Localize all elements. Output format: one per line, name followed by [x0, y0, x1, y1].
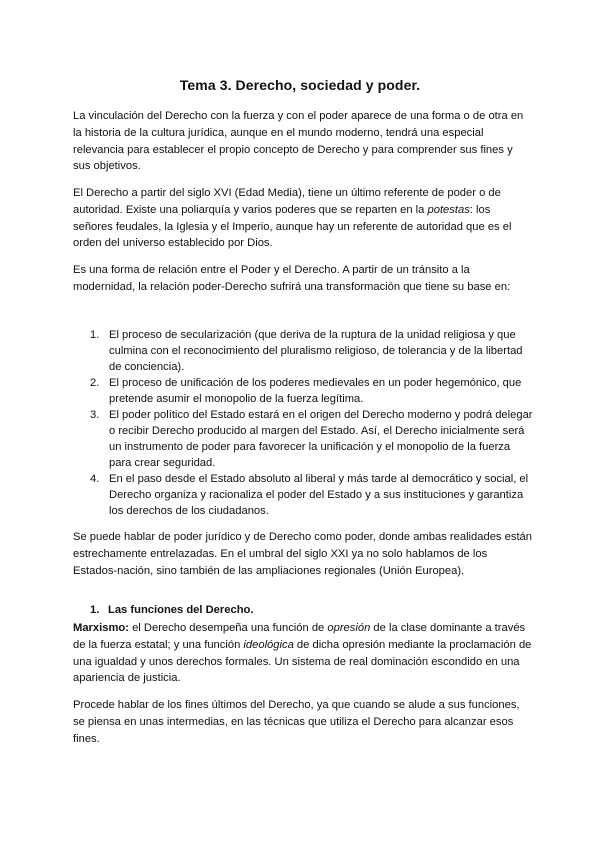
- medieval-paragraph: [73, 185, 533, 252]
- list-item-number: 1.: [90, 329, 100, 341]
- section-title: Las funciones del Derecho.: [108, 604, 254, 616]
- marxism-label: Marxismo:: [73, 622, 129, 634]
- medieval-text-a: El Derecho a partir del siglo XVI (Edad Media), tiene un último referente de poder o de autoridad. Existe una poliarquía y varios poderes que se reparten en la: [73, 187, 501, 216]
- power-paragraph: Se puede hablar de poder jurídico y de Derecho como poder, donde ambas realidades están estrechamente entrelazadas. En el umbral del siglo XXI ya no solo hablamos de los Estados-nación, sino también de las ampliaciones regionales (Unión Europea).: [73, 531, 532, 577]
- medieval-text-b: : los señores feudales, la Iglesia y el Imperio, aunque hay un referente de autoridad que es el orden del universo establecido por Dios.: [73, 203, 512, 250]
- list-item-text: El proceso de unificación de los poderes medievales en un poder hegemónico, que pretende asumir el monopolio de la fuerza legítima.: [109, 377, 522, 405]
- list-item: [73, 407, 533, 471]
- opresion-term: opresión: [327, 622, 371, 634]
- marxism-text-a: el Derecho desempeña una función de: [128, 622, 328, 634]
- list-item-text: El poder político del Estado estará en el origen del Derecho moderno y podrá delegar o recibir Derecho producido al margen del Estado. Así, el Derecho inicialmente será un instrumento de poder para favorecer la unificación y el monopolio de la fuerza para crear seguridad.: [109, 409, 533, 469]
- list-item-number: 4.: [90, 473, 100, 485]
- list-item-number: 2.: [90, 377, 100, 389]
- list-item-number: 3.: [90, 409, 100, 421]
- page-title: Tema 3. Derecho, sociedad y poder.: [179, 77, 421, 93]
- list-item-text: En el paso desde el Estado absoluto al liberal y más tarde al democrático y social, el Derecho organiza y racionaliza el poder del Estado y a sus instituciones y garantiza los derechos de los ciudadanos.: [109, 473, 529, 517]
- transformation-list: [73, 327, 533, 519]
- potestas-term: potestas: [427, 203, 470, 216]
- ideologica-term: ideológica: [243, 638, 294, 651]
- list-item-text: El proceso de secularización (que deriva de la ruptura de la unidad religiosa y que culmina con el reconocimiento del pluralismo religioso, de tolerancia y de la libertad de conciencia).: [109, 329, 523, 373]
- section-number: 1.: [90, 604, 100, 616]
- list-item: [73, 327, 533, 375]
- relation-paragraph: Es una forma de relación entre el Poder y el Derecho. A partir de un tránsito a la modernidad, la relación poder-Derecho sufrirá una transformación que tiene su base en:: [73, 264, 511, 293]
- marxism-paragraph: [73, 620, 533, 687]
- ends-paragraph: Procede hablar de los fines últimos del Derecho, ya que cuando se alude a sus funciones, se piensa en unas intermedias, en las técnicas que utiliza el Derecho para alcanzar esos fines.: [73, 699, 520, 745]
- list-item: [73, 471, 533, 519]
- marxism-text-b: de la clase dominante a través de la fuerza estatal; y una función: [73, 622, 526, 651]
- section-heading: [90, 604, 253, 616]
- intro-paragraph: La vinculación del Derecho con la fuerza y con el poder aparece de una forma o de otra en la historia de la cultura jurídica, aunque en el mundo moderno, tendrá una especial relevancia para establecer el propio concepto de Derecho y para comprender sus fines y sus objetivos.: [73, 110, 524, 173]
- marxism-text-c: de dicha opresión mediante la proclamación de una igualdad y unos derechos formales. Un sistema de real dominación escondido en una apariencia de justicia.: [73, 638, 532, 685]
- list-item: [73, 375, 533, 407]
